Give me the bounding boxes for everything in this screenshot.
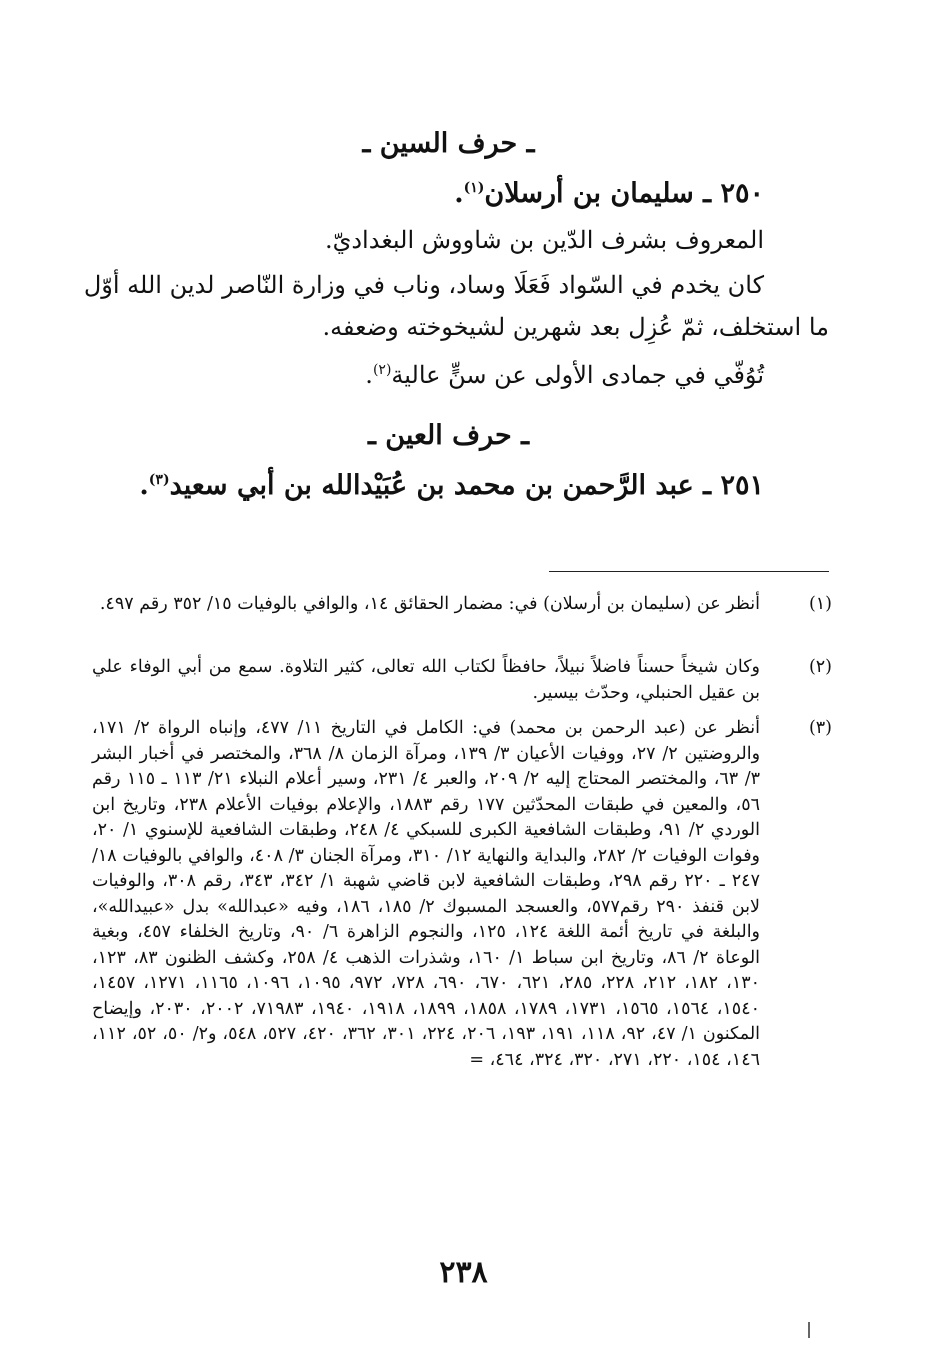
scan-edge-mark <box>808 1322 810 1338</box>
footnote-1 <box>92 592 832 618</box>
section-heading-sin: ـ حرف السين ـ <box>362 128 535 159</box>
footnote-2-number: (٢) <box>808 657 832 677</box>
entry-250-end: . <box>454 178 464 209</box>
footnote-2-text: وكان شيخاً حسناً فاضلاً نبيلاً، حافظاً لكتاب الله تعالى، كثير التلاوة. سمع من أبي الوفاء علي بن عقيل الحنبلي، وحدّث بيسير. <box>92 657 760 703</box>
section-heading-ayn: ـ حرف العين ـ <box>367 420 530 451</box>
entry-251-title <box>139 470 764 501</box>
entry-250-line-3: ما استخلف، ثمّ عُزِل بعد شهرين لشيخوخته وضعفه. <box>322 313 829 341</box>
page-number: ٢٣٨ <box>439 1255 488 1290</box>
footnote-3 <box>92 716 832 1073</box>
entry-251-end: . <box>139 470 149 501</box>
footnote-1-text: أنظر عن (سليمان بن أرسلان) في: مضمار الحقائق ١٤، والوافي بالوفيات ١٥/ ٣٥٢ رقم ٤٩٧. <box>99 594 760 614</box>
entry-250-title <box>454 178 764 209</box>
footnote-3-number: (٣) <box>808 718 832 738</box>
entry-251-name: ٢٥١ ـ عبد الرَّحمن بن محمد بن عُبَيْدالله بن أبي سعيد <box>169 470 764 501</box>
entry-250-name: ٢٥٠ ـ سليمان بن أرسلان <box>484 178 764 209</box>
entry-250-line-2: كان يخدم في السّواد فَعَلَا وساد، وناب في وزارة النّاصر لدين الله أوّل <box>83 271 764 299</box>
footnote-ref-2[interactable]: (٢) <box>372 362 392 378</box>
footnote-ref-3[interactable]: (٣) <box>148 472 170 488</box>
footnote-2 <box>92 655 832 706</box>
entry-250-line-1: المعروف بشرف الدّين بن شاووش البغداديّ. <box>324 226 764 254</box>
entry-250-death-end: . <box>365 361 373 389</box>
footnote-separator <box>549 571 829 572</box>
footnote-3-text: أنظر عن (عبد الرحمن بن محمد) في: الكامل في التاريخ ١١/ ٤٧٧، وإنباه الرواة ٢/ ١٧١، والروضتين ٢/ ٢٧، ووفيات الأعيان ٣/ ١٣٩، ومرآة الزمان ٨/ ٣٦٨، والمختصر في أخبار البشر ٣/ ٦٣، والمختصر المحتاج إليه ٢/ ٢٠٩، والعبر ٤/ ٢٣١، وسير أعلام النبلاء ٢١/ ١١٣ ـ ١١٥ رقم ٥٦، والمعين في طبقات المحدّثين ١٧٧ رقم ١٨٨٣، والإعلام بوفيات الأعلام ٢٣٨، وتاريخ ابن الوردي ٢/ ٩١، وطبقات الشافعية الكبرى للسبكي ٤/ ٢٤٨، وطبقات الشافعية للإسنوي ١/ ٢٠، وفوات الوفيات ٢/ ٢٨٢، والبداية والنهاية ١٢/ ٣١٠، ومرآة الجنان ٣/ ٤٠٨، والوافي بالوفيات ١٨/ ٢٤٧ ـ ٢٢٠ رقم ٢٩٨، وطبقات الشافعية لابن قاضي شهبة ١/ ٣٤٢، ٣٤٣، رقم ٣٠٨، والوفيات لابن قنفذ ٢٩٠ رقم٥٧٧، والعسجد المسبوك ٢/ ١٨٥، ١٨٦، وفيه «عبدالله» بدل «عبيدالله»، والبلغة في تاريخ أئمة اللغة ١٢٤، ١٢٥، والنجوم الزاهرة ٦/ ٩٠، وتاريخ الخلفاء ٤٥٧، وبغية الوعاة ٢/ ٨٦، وتاريخ ابن سباط ١/ ١٦٠، وشذرات الذهب ٤/ ٢٥٨، وكشف الظنون ٨٣، ١٢٣، ١٣٠، ١٨٢، ٢١٢، ٢٢٨، ٢٨٥، ٦٢١، ٦٧٠، ٦٩٠، ٧٢٨، ٩٧٢، ١٠٩٥، ١٠٩٦، ١١٦٥، ١٢٧١، ١٤٥٧، ١٥٤٠، ١٥٦٤، ١٥٦٥، ١٧٣١، ١٧٨٩، ١٨٥٨، ١٨٩٩، ١٩١٨، ١٩٤٠، ٧١٩٨٣، ٢٠٠٢، ٢٠٣٠، وإيضاح المكنون ١/ ٤٧، ٩٢، ١١٨، ١٩١، ١٩٣، ٢٠٦، ٢٢٤، ٣٠١، ٣٦٢، ٤٢٠، ٥٢٧، ٥٤٨، و٢/ ٥٠، ٥٢، ١١٢، ١٤٦، ١٥٤، ٢٢٠، ٢٧١، ٣٢٠، ٣٢٤، ٤٦٤، = <box>92 718 761 1070</box>
footnote-ref-1[interactable]: (١) <box>463 180 485 196</box>
entry-250-death <box>365 361 764 389</box>
footnote-1-number: (١) <box>808 594 832 614</box>
entry-250-death-text: تُوُفّي في جمادى الأولى عن سنٍّ عالية <box>391 361 764 389</box>
